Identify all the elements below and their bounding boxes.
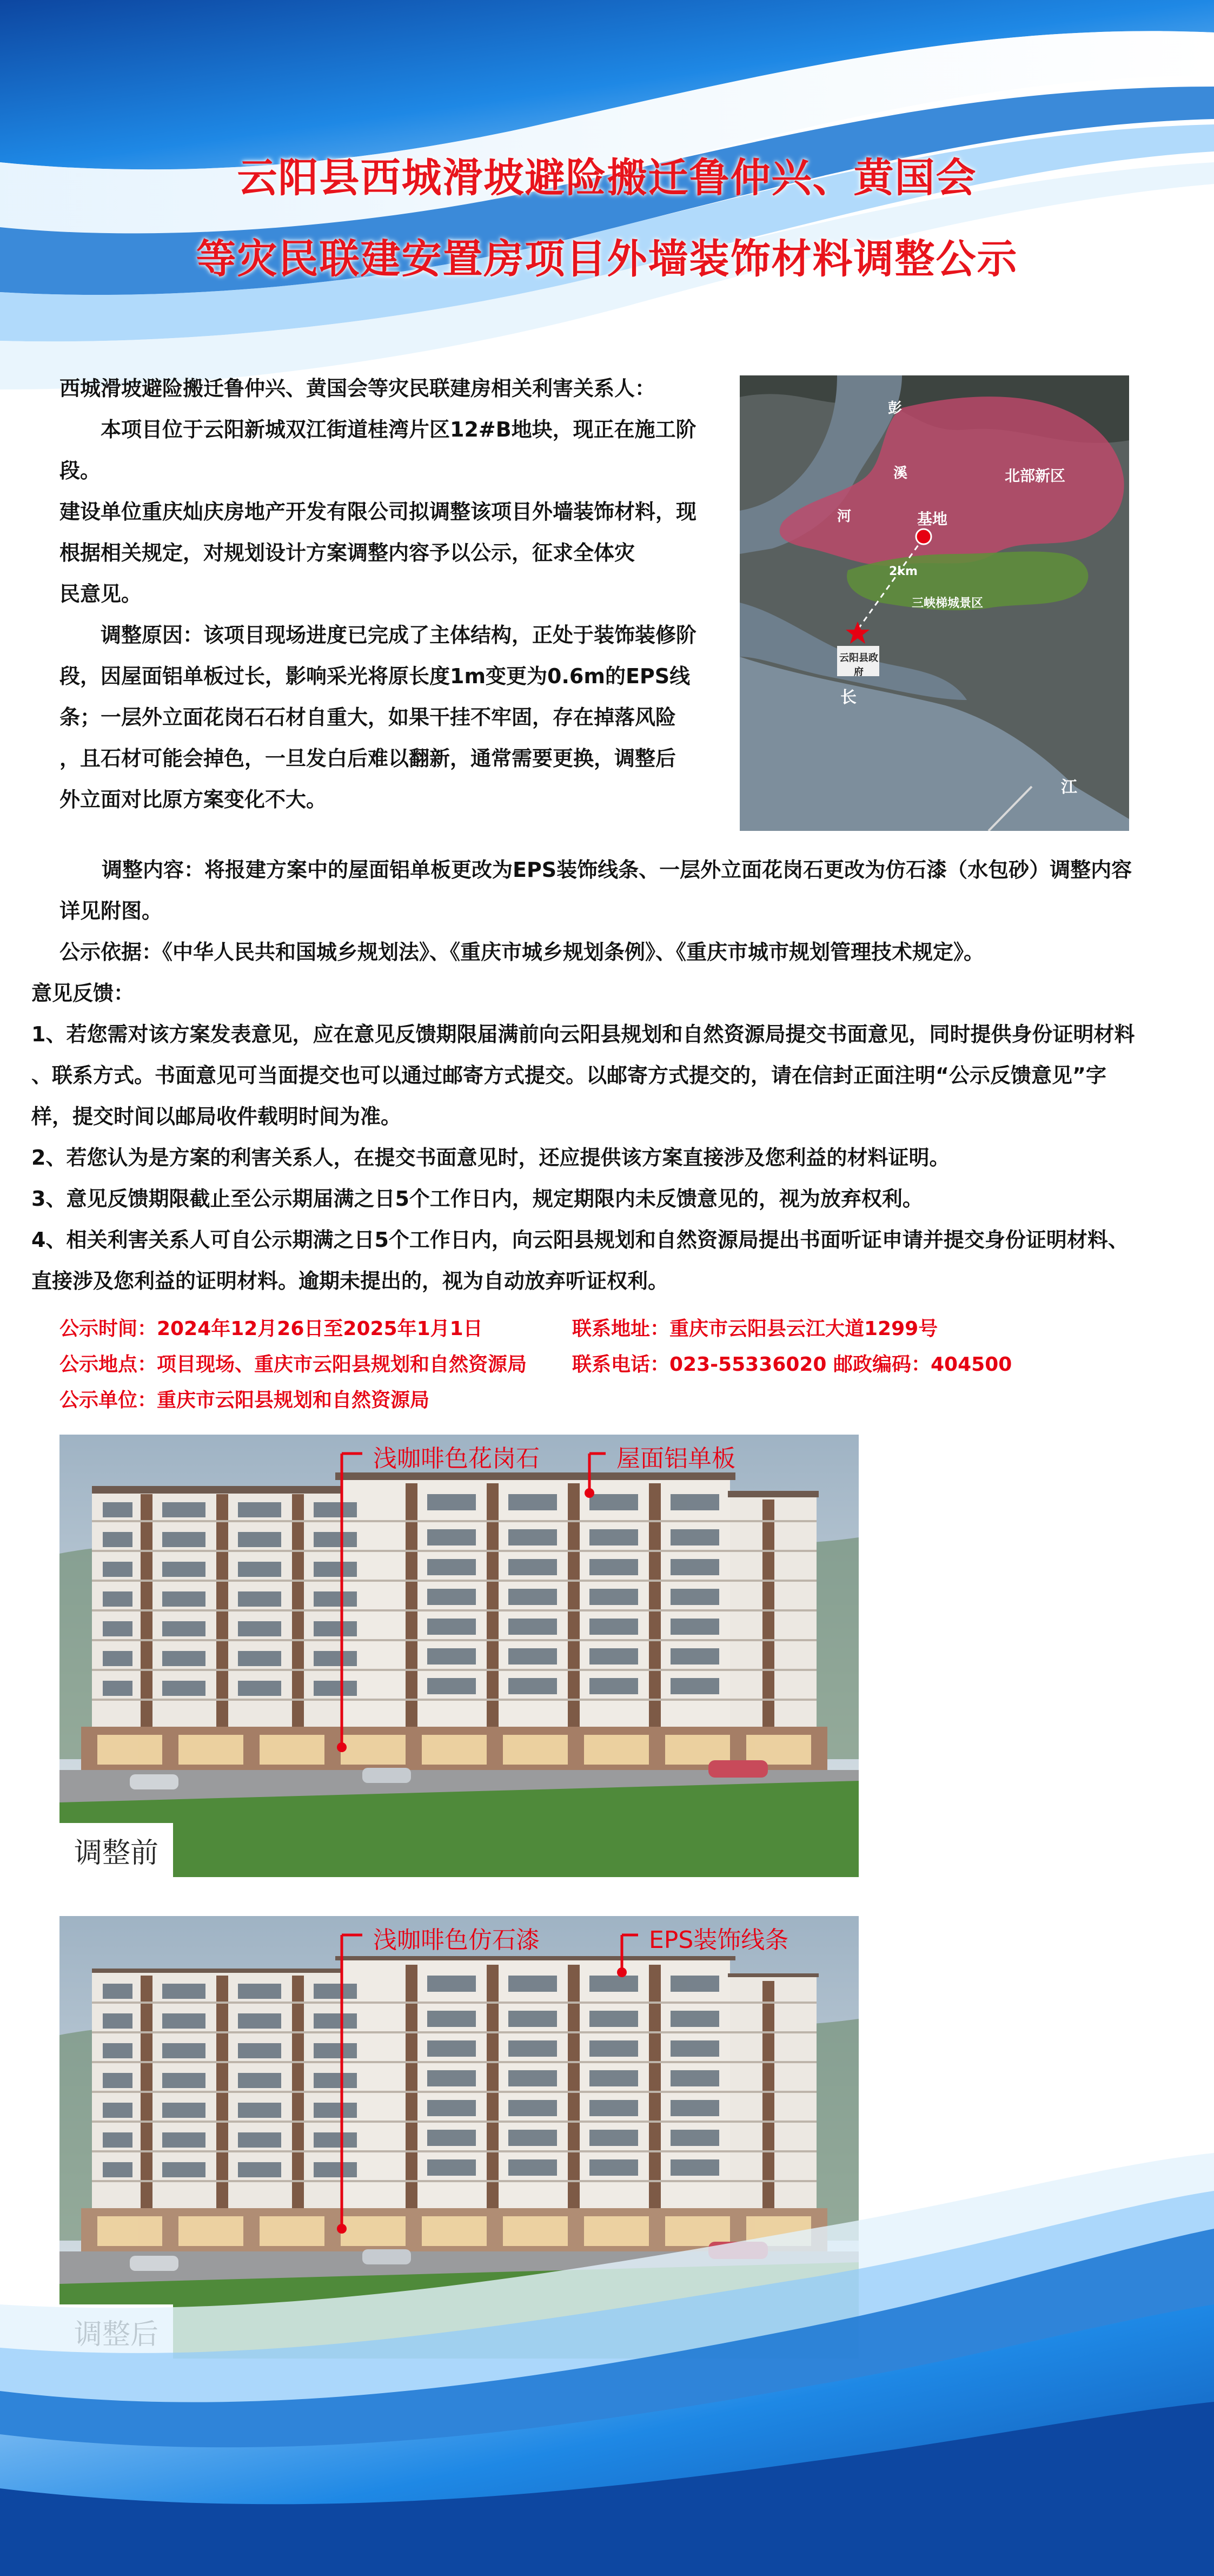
feedback-title: 意见反馈：: [31, 981, 135, 1005]
feedback-4a: 4、相关利害关系人可自公示期满之日5个工作日内，向云阳县规划和自然资源局提出书面听证申请并提交身份证明材料、: [31, 1228, 1129, 1252]
feedback-1c: 样，提交时间以邮局收件载明时间为准。: [31, 1105, 402, 1128]
map-label-site: 基地: [917, 510, 948, 528]
building-render-before: [59, 1435, 859, 1877]
reason-line-1: 调整原因：该项目现场进度已完成了主体结构，正处于装饰装修阶: [101, 623, 697, 647]
feedback-1a: 1、若您需对该方案发表意见，应在意见反馈期限届满前向云阳县规划和自然资源局提交书面意见，同时提供身份证明材料: [31, 1022, 1135, 1046]
feedback-2: 2、若您认为是方案的利害关系人，在提交书面意见时，还应提供该方案直接涉及您利益的材料证明。: [31, 1146, 950, 1170]
basis-line: 公示依据：《中华人民共和国城乡规划法》、《重庆市城乡规划条例》、《重庆市城市规划管理技术规定》。: [59, 940, 985, 964]
intro-line-1: 本项目位于云阳新城双江街道桂湾片区12#B地块，现正在施工阶段。: [59, 418, 696, 483]
feedback-4b: 直接涉及您利益的证明材料。逾期未提出的，视为自动放弃听证权利。: [31, 1269, 669, 1293]
intro-line-3: 根据相关规定，对规划设计方案调整内容予以公示，征求全体灾: [59, 541, 635, 565]
feedback-3: 3、意见反馈期限截止至公示期届满之日5个工作日内，规定期限内未反馈意见的，视为放弃权利。: [31, 1187, 923, 1211]
map-label-gov: 云阳县政府: [839, 652, 878, 678]
location-map: [740, 375, 1129, 831]
notice-left-column: [59, 368, 725, 820]
feedback-1b: 、联系方式。书面意见可当面提交也可以通过邮寄方式提交。以邮寄方式提交的，请在信封正面注明“公示反馈意见”字: [31, 1064, 1106, 1087]
reason-line-4: ，且石材可能会掉色，一旦发白后难以翻新，通常需要更换，调整后: [59, 747, 676, 770]
map-label-peng: 彭: [888, 400, 903, 417]
reason-line-2: 段，因屋面铝单板过长，影响采光将原长度1m变更为0.6m的EPS线: [59, 664, 691, 688]
reason-line-5: 外立面对比原方案变化不大。: [59, 788, 327, 811]
reason-line-3: 条；一层外立面花岗石石材自重大，如果干挂不牢固，存在掉落风险: [59, 705, 676, 729]
map-label-he: 河: [837, 508, 852, 525]
map-label-jiang: 江: [1061, 778, 1077, 797]
notice-full-column: [31, 849, 1183, 1302]
map-label-chang: 长: [840, 688, 857, 707]
map-label-xi: 溪: [893, 465, 908, 481]
intro-line-2: 建设单位重庆灿庆房地产开发有限公司拟调整该项目外墙装饰材料，现: [59, 500, 697, 524]
publicity-place: 公示地点：项目现场、重庆市云阳县规划和自然资源局: [59, 1353, 527, 1376]
publicity-address: 联系地址：重庆市云阳县云江大道1299号: [572, 1318, 938, 1340]
publicity-phone: 联系电话：023-55336020 邮政编码：404500: [572, 1353, 1012, 1376]
title-line-1: 云阳县西城滑坡避险搬迁鲁仲兴、黄国会: [237, 155, 977, 201]
callout-before-right: 屋面铝单板: [616, 1445, 735, 1472]
render-before-label: 调整前: [59, 1823, 173, 1877]
map-label-distance: 2km: [889, 565, 918, 578]
top-wave-decoration: [0, 0, 1214, 411]
intro-line-4: 民意见。: [59, 582, 142, 606]
greeting: 西城滑坡避险搬迁鲁仲兴、黄国会等灾民联建房相关利害关系人：: [59, 377, 656, 400]
publicity-time: 公示时间：2024年12月26日至2025年1月1日: [59, 1318, 483, 1340]
callout-before-left: 浅咖啡色花岗石: [373, 1445, 540, 1472]
map-label-scenic: 三峡梯城景区: [912, 597, 984, 610]
map-label-north-district: 北部新区: [1005, 467, 1066, 485]
title-line-2: 等灾民联建安置房项目外墙装饰材料调整公示: [196, 236, 1018, 282]
render-before: [59, 1435, 859, 1877]
content-line-2: 详见附图。: [59, 899, 163, 923]
callout-after-right: EPS装饰线条: [649, 1926, 789, 1954]
callout-after-left: 浅咖啡色仿石漆: [373, 1926, 540, 1954]
content-line-1: 调整内容：将报建方案中的屋面铝单板更改为EPS装饰线条、一层外立面花岗石更改为仿石漆（水包砂）调整内容: [102, 858, 1132, 882]
bottom-wave-decoration: [0, 2142, 1214, 2576]
publicity-unit: 公示单位：重庆市云阳县规划和自然资源局: [59, 1389, 430, 1411]
